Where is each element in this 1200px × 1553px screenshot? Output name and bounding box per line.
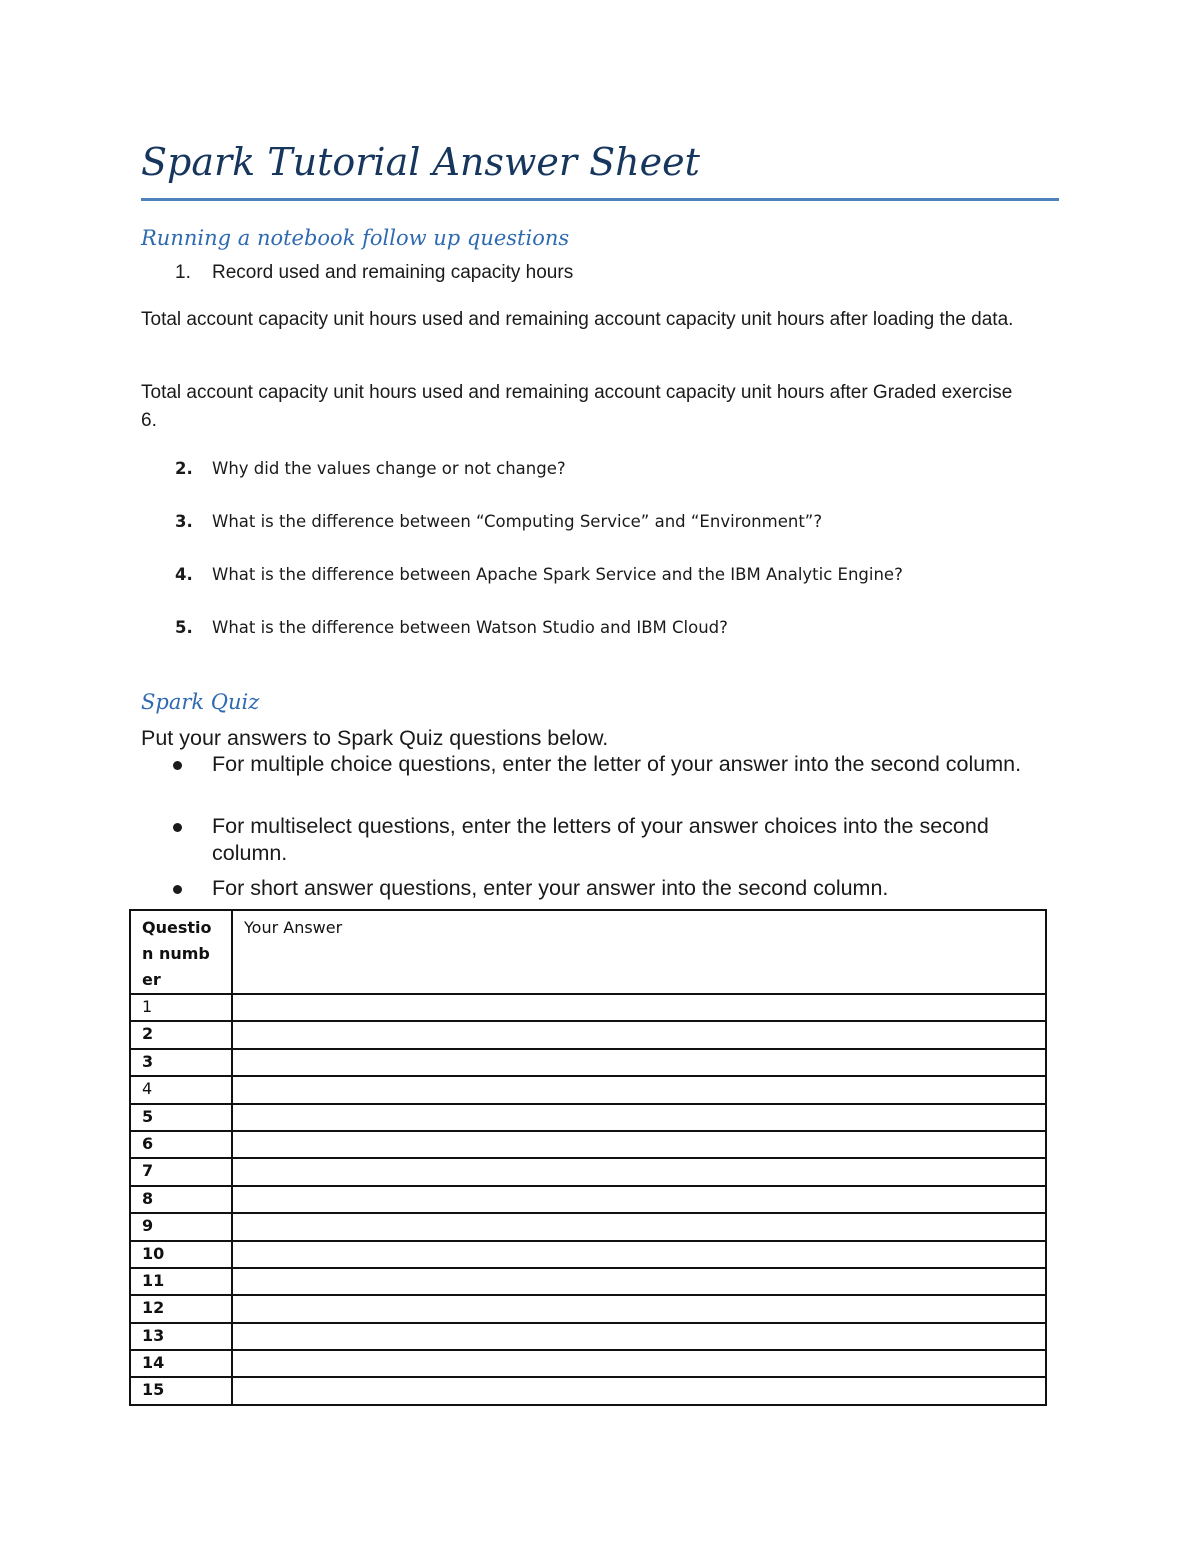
question-number-cell: 11 [130,1268,232,1295]
question-number-cell: 5 [130,1104,232,1131]
question-number-cell: 1 [130,994,232,1021]
question-number-cell: 8 [130,1186,232,1213]
bullet-dot-icon [173,885,182,894]
answer-cell[interactable] [232,1323,1046,1350]
answer-cell[interactable] [232,1021,1046,1048]
bullet-dot-icon [173,823,182,832]
question-number-cell: 12 [130,1295,232,1322]
table-row [130,1323,1046,1350]
table-row [130,1213,1046,1240]
section-heading-notebook: Running a notebook follow up questions [141,226,570,250]
table-row [130,1021,1046,1048]
question-number-cell: 7 [130,1158,232,1185]
table-row [130,994,1046,1021]
answer-cell[interactable] [232,994,1046,1021]
question-number-cell: 13 [130,1323,232,1350]
table-row [130,1158,1046,1185]
question-number-cell: 9 [130,1213,232,1240]
question-number-cell: 6 [130,1131,232,1158]
answer-cell[interactable] [232,1241,1046,1268]
answer-cell[interactable] [232,1186,1046,1213]
question-number-cell: 14 [130,1350,232,1377]
question-2 [175,457,566,481]
table-row [130,1076,1046,1103]
table-row [130,1104,1046,1131]
header-your-answer: Your Answer [232,910,1046,994]
question-number: 3. [175,512,193,531]
question-number: 2. [175,459,193,478]
table-row [130,1268,1046,1295]
page-title: Spark Tutorial Answer Sheet [141,140,700,184]
bullet-dot-icon [173,761,182,770]
question-number-cell: 2 [130,1021,232,1048]
list-item-text: Record used and remaining capacity hours [212,262,574,283]
list-item-1 [175,259,573,287]
question-number: 4. [175,565,193,584]
question-text: What is the difference between Apache Spark Service and the IBM Analytic Engine? [212,565,903,584]
question-4 [175,563,903,587]
answer-table [129,909,1047,1406]
bullet-text: For multiple choice questions, enter the letter of your answer into the second column. [212,752,1022,776]
quiz-intro: Put your answers to Spark Quiz questions below. [141,726,609,750]
answer-cell[interactable] [232,1104,1046,1131]
bullet-text: For multiselect questions, enter the letters of your answer choices into the second column. [212,814,989,865]
table-row [130,1377,1046,1404]
question-number-cell: 4 [130,1076,232,1103]
title-divider [141,198,1059,201]
answer-cell[interactable] [232,1158,1046,1185]
table-row [130,1049,1046,1076]
answer-cell[interactable] [232,1131,1046,1158]
table-row [130,1350,1046,1377]
paragraph-after-exercise: Total account capacity unit hours used and remaining account capacity unit hours after Graded exercise 6. [141,382,1013,431]
bullet-item [173,813,1023,867]
list-item-number: 1. [175,262,191,283]
question-text: What is the difference between “Computing Service” and “Environment”? [212,512,823,531]
section-heading-quiz: Spark Quiz [141,690,260,714]
paragraph-after-loading: Total account capacity unit hours used and remaining account capacity unit hours after loading the data. [141,309,1014,330]
answer-cell[interactable] [232,1377,1046,1404]
question-5 [175,616,728,640]
header-question-number: Question number [130,910,232,994]
question-text: What is the difference between Watson Studio and IBM Cloud? [212,618,728,637]
bullet-item [173,875,1023,902]
question-number: 5. [175,618,193,637]
table-row [130,1295,1046,1322]
answer-cell[interactable] [232,1076,1046,1103]
bullet-item [173,751,1023,778]
answer-cell[interactable] [232,1049,1046,1076]
table-row [130,1186,1046,1213]
table-header-row [130,910,1046,994]
table-row [130,1241,1046,1268]
question-3 [175,510,822,534]
answer-cell[interactable] [232,1350,1046,1377]
question-number-cell: 10 [130,1241,232,1268]
table-row [130,1131,1046,1158]
answer-cell[interactable] [232,1268,1046,1295]
answer-cell[interactable] [232,1295,1046,1322]
question-number-cell: 15 [130,1377,232,1404]
answer-cell[interactable] [232,1213,1046,1240]
question-number-cell: 3 [130,1049,232,1076]
question-text: Why did the values change or not change? [212,459,566,478]
bullet-text: For short answer questions, enter your answer into the second column. [212,876,889,900]
